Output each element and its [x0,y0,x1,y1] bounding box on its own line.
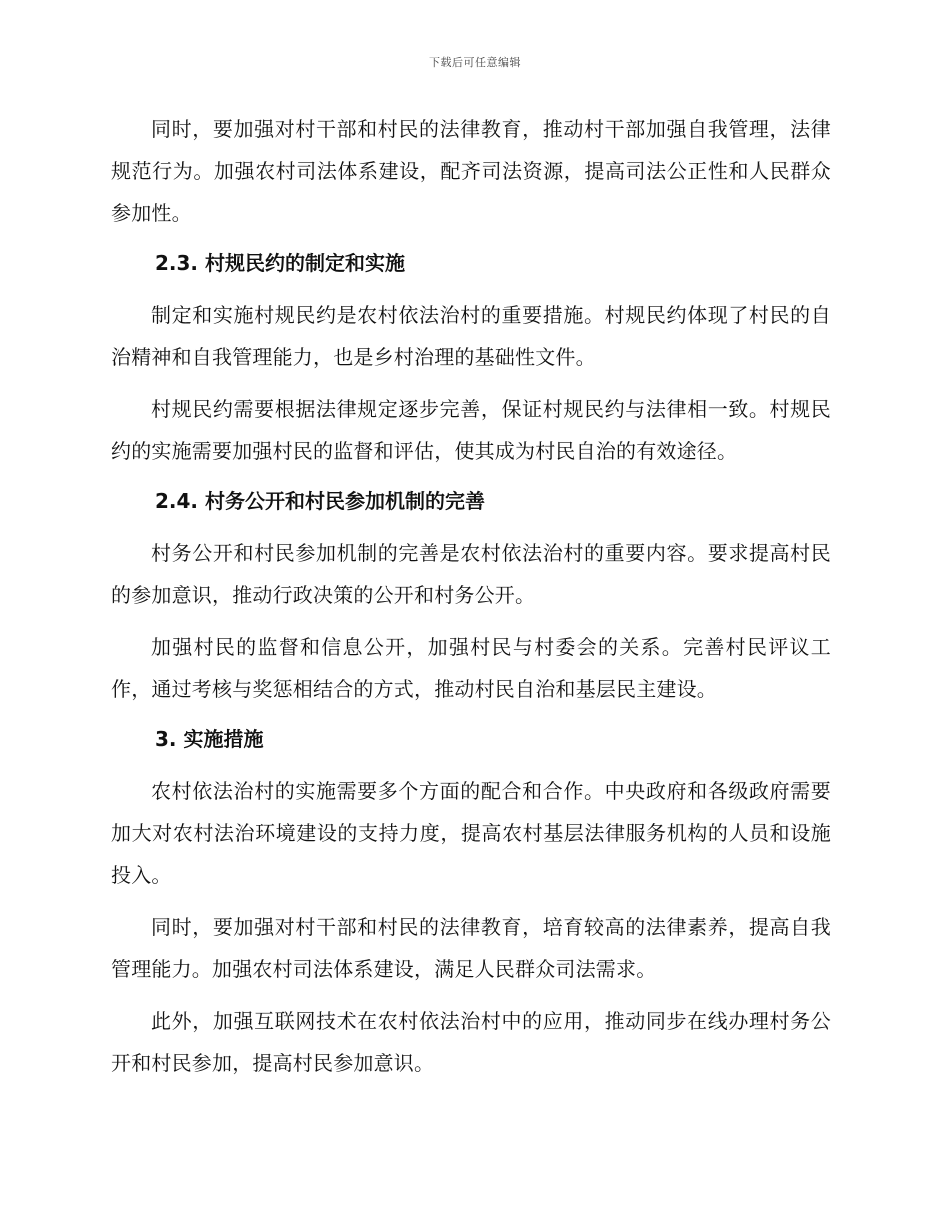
section-heading-2-3: 2.3. 村规民约的制定和实施 [155,251,405,275]
section-heading-2-4: 2.4. 村务公开和村民参加机制的完善 [155,489,485,513]
document-body [111,108,831,1094]
paragraph: 同时，要加强对村干部和村民的法律教育，推动村干部加强自我管理，法律规范行为。加强农村司法体系建设，配齐司法资源，提高司法公正性和人民群众参加性。 [111,117,831,225]
section-heading-3: 3. 实施措施 [155,727,264,751]
paragraph: 加强村民的监督和信息公开，加强村民与村委会的关系。完善村民评议工作，通过考核与奖惩相结合的方式，推动村民自治和基层民主建设。 [111,635,831,701]
paragraph: 制定和实施村规民约是农村依法治村的重要措施。村规民约体现了村民的自治精神和自我管理能力，也是乡村治理的基础性文件。 [111,303,831,369]
paragraph: 农村依法治村的实施需要多个方面的配合和合作。中央政府和各级政府需要加大对农村法治环境建设的支持力度，提高农村基层法律服务机构的人员和设施投入。 [111,779,831,887]
page-header: 下载后可任意编辑 [429,56,521,69]
paragraph: 村务公开和村民参加机制的完善是农村依法治村的重要内容。要求提高村民的参加意识，推动行政决策的公开和村务公开。 [111,541,831,607]
paragraph: 此外，加强互联网技术在农村依法治村中的应用，推动同步在线办理村务公开和村民参加，提高村民参加意识。 [111,1009,831,1075]
paragraph: 村规民约需要根据法律规定逐步完善，保证村规民约与法律相一致。村规民约的实施需要加强村民的监督和评估，使其成为村民自治的有效途径。 [111,397,831,463]
paragraph: 同时，要加强对村干部和村民的法律教育，培育较高的法律素养，提高自我管理能力。加强农村司法体系建设，满足人民群众司法需求。 [111,915,831,981]
